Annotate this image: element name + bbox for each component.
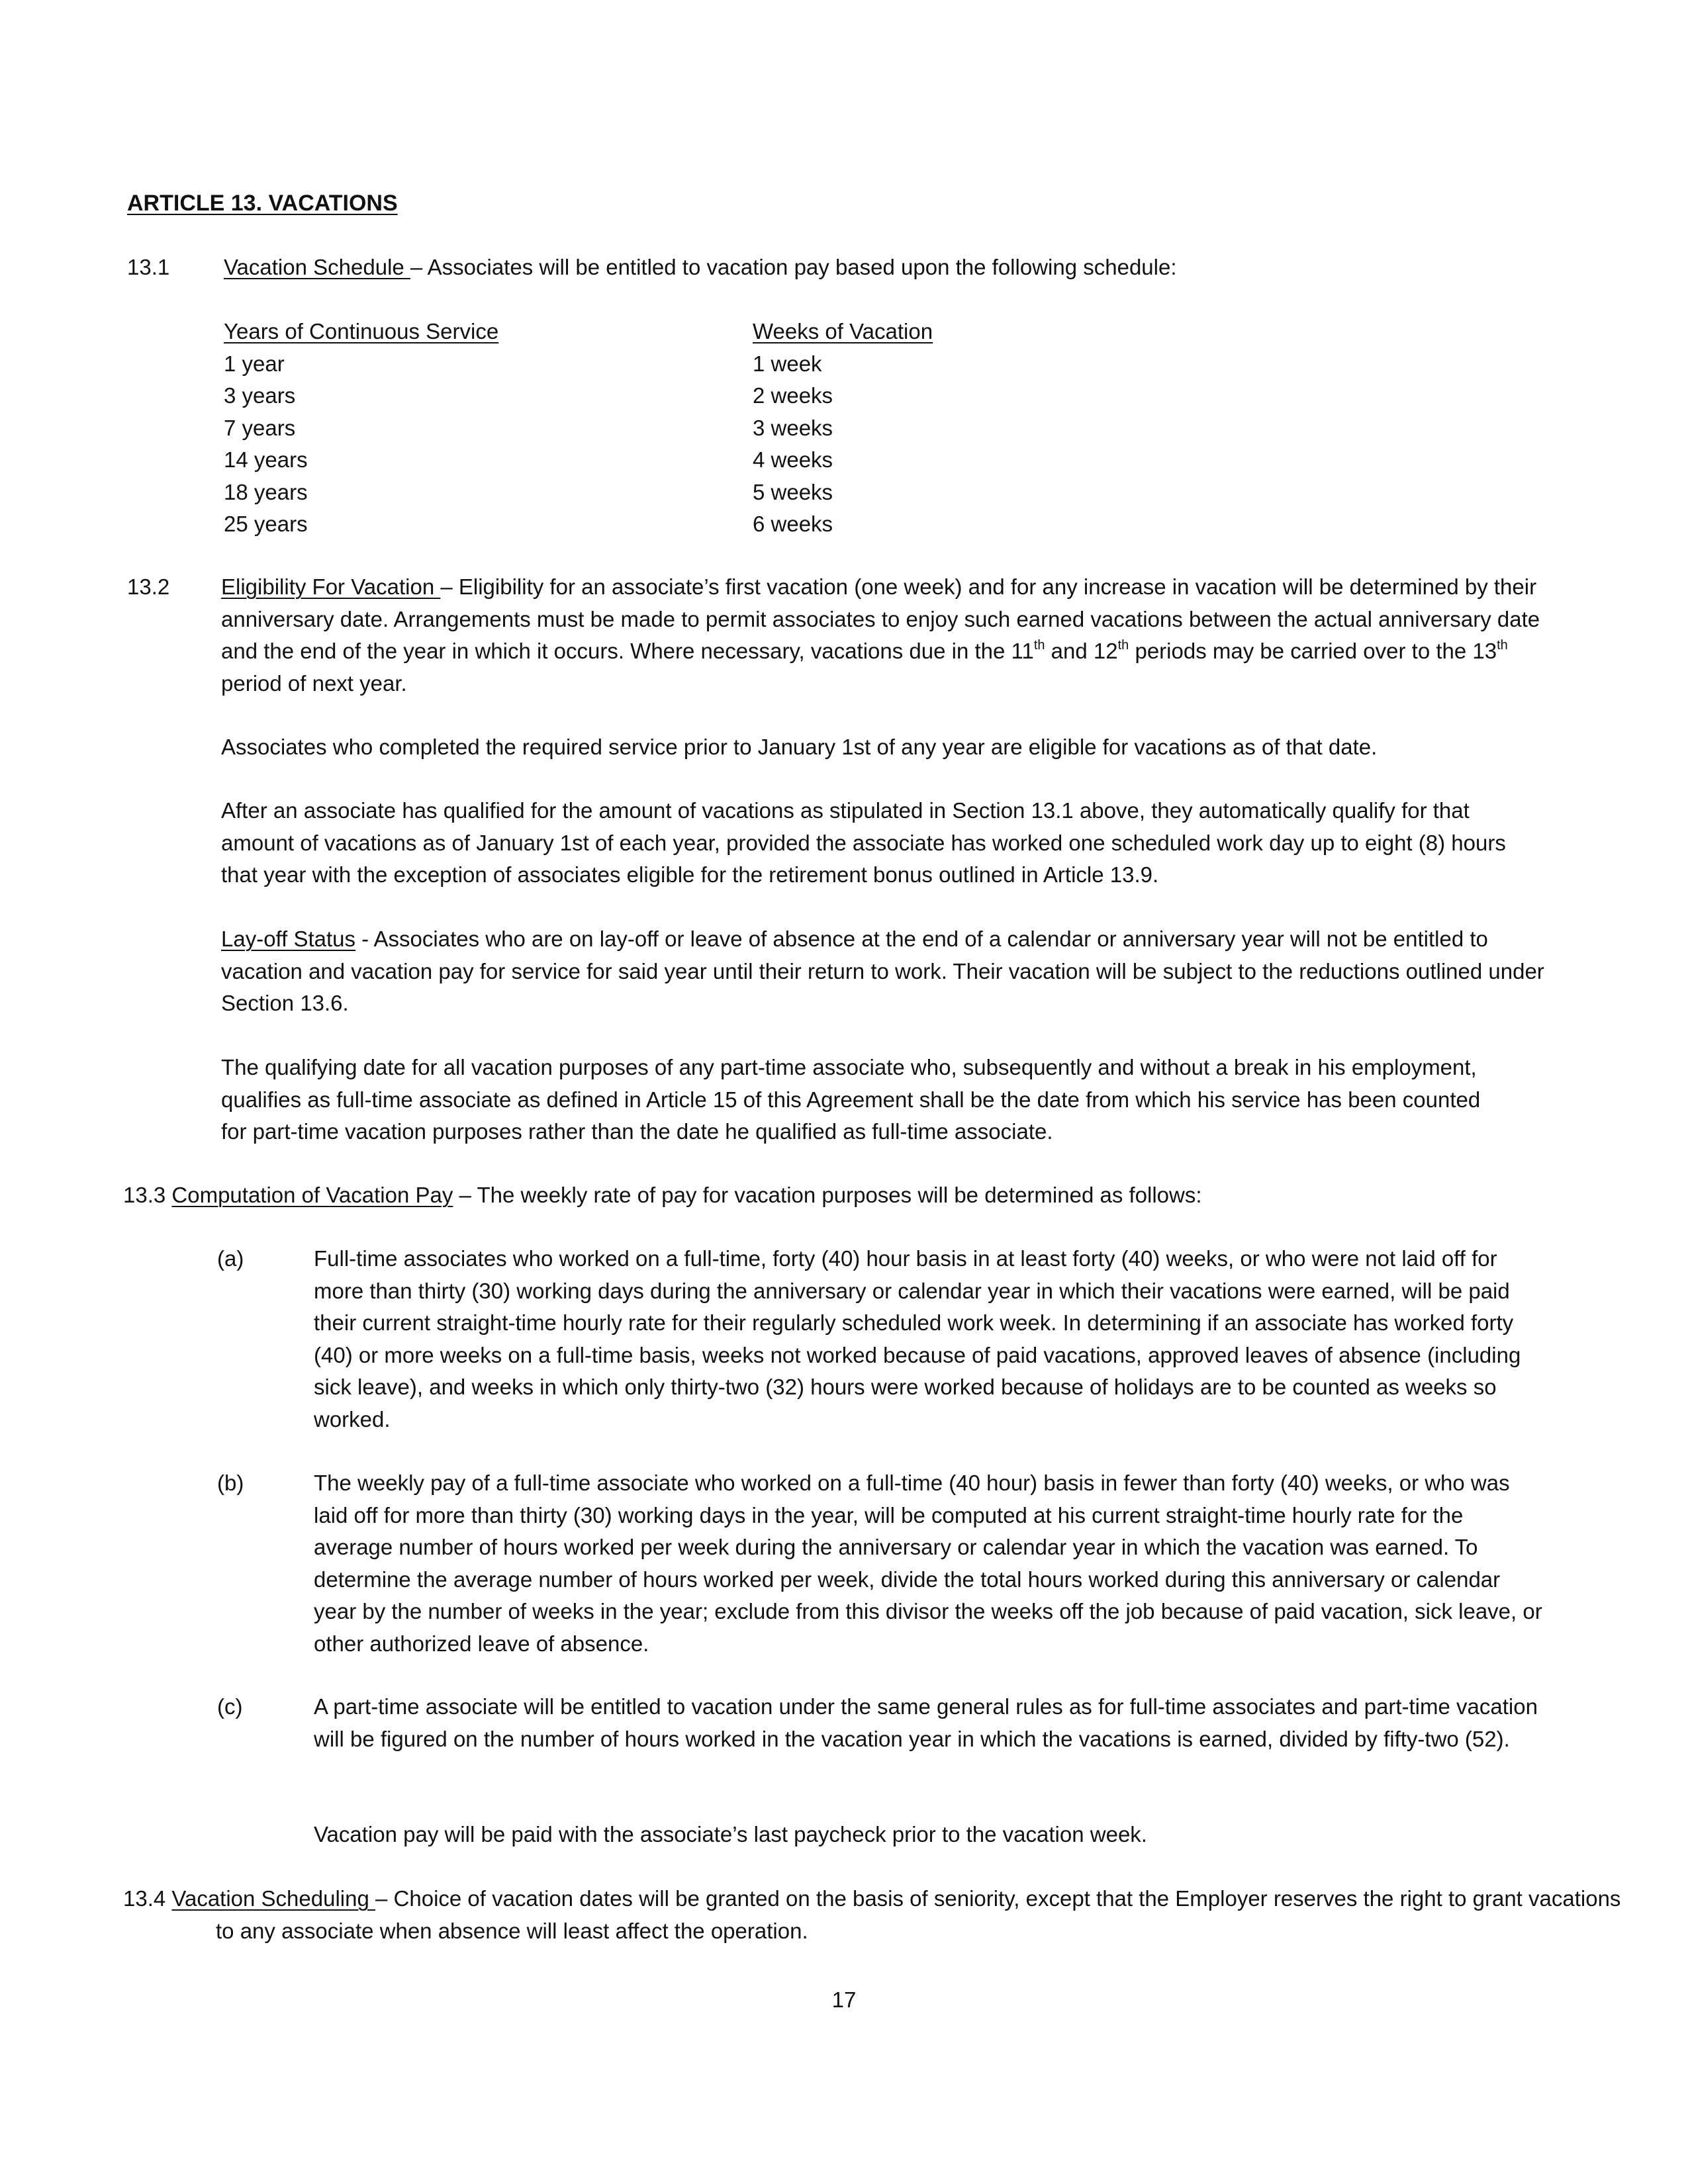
section-13-1-intro (224, 251, 1534, 284)
schedule-weeks: 6 weeks (753, 512, 833, 536)
item-label-b: (b) (217, 1471, 244, 1495)
schedule-years: 3 years (224, 383, 296, 408)
schedule-col-weeks-header: Weeks of Vacation (753, 319, 933, 343)
section-13-3-intro (123, 1179, 1513, 1212)
section-13-1-number: 13.1 (127, 255, 170, 279)
section-13-2-text-d: period of next year. (221, 670, 407, 696)
schedule-header-row (224, 316, 1018, 348)
schedule-row (224, 444, 1018, 477)
section-13-1-text: – Associates will be entitled to vacation pay based upon the following schedule: (410, 255, 1177, 279)
section-13-2-paragraph-1 (221, 571, 1545, 700)
item-label-c: (c) (217, 1694, 243, 1719)
superscript-th: th (1033, 638, 1045, 653)
section-13-2-heading: Eligibility For Vacation (221, 574, 441, 599)
section-13-2-number: 13.2 (127, 574, 170, 599)
superscript-th: th (1117, 638, 1129, 653)
superscript-th: th (1497, 638, 1508, 653)
vacation-pay-note: Vacation pay will be paid with the associate’s last paycheck prior to the vacation week. (314, 1822, 1147, 1846)
section-13-1-heading: Vacation Schedule (224, 255, 410, 279)
schedule-years: 1 year (224, 351, 285, 376)
section-13-2-text-a: – Eligibility for an associate’s first vacation (one week) and for any increase in vacation will be determined by their anniversary date. Arrangements must be made to permit associates to enjoy such earned vacations between the actual anniversary date and the end of the year in which it occurs. Where necessary, vacations due in the 11 (221, 574, 1540, 663)
schedule-weeks: 4 weeks (753, 447, 833, 472)
section-13-4-heading: Vacation Scheduling (171, 1886, 376, 1911)
schedule-row (224, 412, 1018, 445)
section-13-4-text: – Choice of vacation dates will be granted on the basis of seniority, except that the Employer reserves the right to grant vacations to any associate when absence will least affect the operation. (216, 1886, 1621, 1943)
article-title: ARTICLE 13. VACATIONS (127, 191, 398, 216)
section-13-2-paragraph-2: Associates who completed the required service prior to January 1st of any year are eligible for vacations as of that date. (221, 735, 1378, 759)
lay-off-status-heading: Lay-off Status (221, 927, 356, 951)
section-13-4-number: 13.4 (123, 1886, 166, 1911)
item-text-c: A part-time associate will be entitled to vacation under the same general rules as for full-time associates and part-time vacation will be figured on the number of hours worked in the vacation year in which the vacations is earned, divided by fifty-two (52). (314, 1694, 1538, 1751)
schedule-row (224, 348, 1018, 381)
item-text-b: The weekly pay of a full-time associate who worked on a full-time (40 hour) basis in fewer than forty (40) weeks, or who was laid off for more than thirty (30) working days in the year, will be computed at his current straight-time hourly rate for the average number of hours worked per week during the anniversary or calendar year in which the vacation was earned. To determine the average number of hours worked per week, divide the total hours worked during this anniversary or calendar year by the number of weeks in the year; exclude from this divisor the weeks off the job because of paid vacation, sick leave, or other authorized leave of absence. (314, 1471, 1542, 1656)
item-label-a: (a) (217, 1246, 244, 1271)
section-13-2-text-c: periods may be carried over to the 13 (1129, 639, 1497, 663)
schedule-weeks: 2 weeks (753, 383, 833, 408)
section-13-2-paragraph-3: After an associate has qualified for the amount of vacations as stipulated in Section 13.1 above, they automatically qualify for that amount of vacations as of January 1st of each year, provided the associate has worked one scheduled work day up to eight (8) hours that year with the exception of associates eligible for the retirement bonus outlined in Article 13.9. (221, 798, 1506, 887)
lay-off-status-text: - Associates who are on lay-off or leave of absence at the end of a calendar or anniversary year will not be entitled to vacation and vacation pay for service for said year until their return to work. Their vacation will be subject to the reductions outlined under Section 13.6. (221, 927, 1544, 1015)
schedule-weeks: 5 weeks (753, 479, 833, 504)
section-13-2-text-b: and 12 (1045, 639, 1118, 663)
section-13-3-heading: Computation of Vacation Pay (171, 1183, 453, 1207)
section-13-4-paragraph (123, 1883, 1632, 1947)
schedule-weeks: 3 weeks (753, 415, 833, 440)
schedule-weeks: 1 week (753, 351, 822, 376)
schedule-row (224, 380, 1018, 412)
page-number: 17 (831, 1987, 857, 2012)
section-13-3-text: – The weekly rate of pay for vacation purposes will be determined as follows: (453, 1183, 1202, 1207)
schedule-col-years-header: Years of Continuous Service (224, 319, 499, 343)
vacation-schedule-table (224, 316, 1018, 541)
schedule-years: 14 years (224, 447, 308, 472)
section-13-2-paragraph-5: The qualifying date for all vacation purposes of any part-time associate who, subsequently and without a break in his employment, qualifies as full-time associate as defined in Article 15 of this Agreement shall be the date from which his service has been counted for part-time vacation purposes rather than the date he qualified as full-time associate. (221, 1055, 1481, 1144)
section-13-2-paragraph-4 (221, 923, 1545, 1020)
schedule-years: 18 years (224, 479, 308, 504)
schedule-years: 7 years (224, 415, 296, 440)
schedule-years: 25 years (224, 512, 308, 536)
item-text-a: Full-time associates who worked on a full-time, forty (40) hour basis in at least forty (40) weeks, or who were not laid off for more than thirty (30) working days during the anniversary or calendar year in which their vacations were earned, will be paid their current straight-time hourly rate for their regularly scheduled work week. In determining if an associate has worked forty (40) or more weeks on a full-time basis, weeks not worked because of paid vacations, approved leaves of absence (including sick leave), and weeks in which only thirty-two (32) hours were worked because of holidays are to be counted as weeks so worked. (314, 1246, 1521, 1432)
schedule-row (224, 477, 1018, 509)
section-13-3-number: 13.3 (123, 1183, 166, 1207)
schedule-row (224, 508, 1018, 541)
